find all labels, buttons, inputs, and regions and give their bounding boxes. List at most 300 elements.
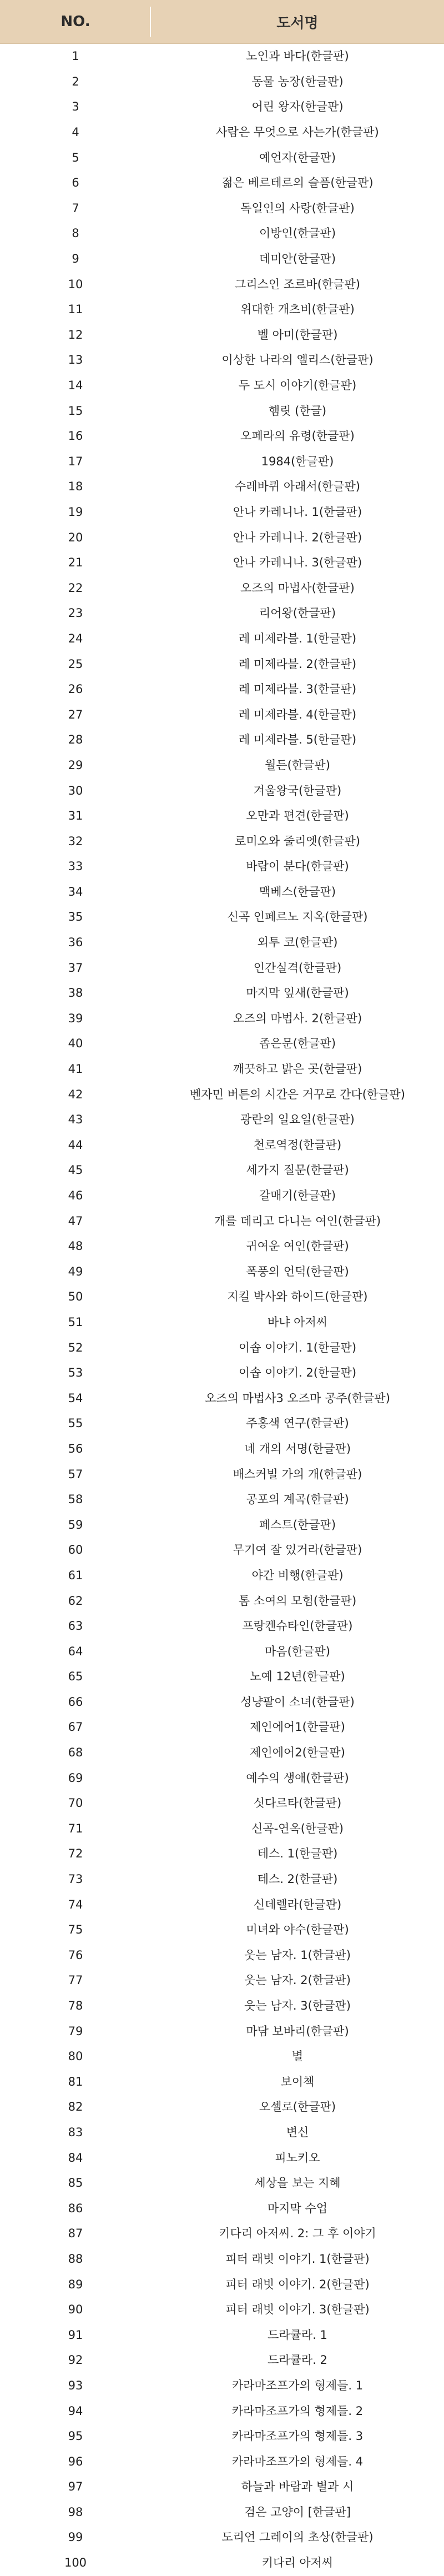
book-title: 지킬 박사와 하이드(한글판) <box>227 1290 368 1304</box>
row-number: 14 <box>68 379 83 393</box>
table-row <box>0 1335 444 1360</box>
book-title: 위대한 개츠비(한글판) <box>240 303 355 317</box>
book-title: 사람은 무엇으로 사는가(한글판) <box>216 125 379 139</box>
table-row <box>0 2297 444 2323</box>
table-row <box>0 196 444 222</box>
row-number: 42 <box>68 1087 83 1101</box>
table-row <box>0 727 444 753</box>
book-title: 어린 왕자(한글판) <box>251 100 344 114</box>
book-title: 이방인(한글판) <box>259 227 336 240</box>
table-row <box>0 120 444 145</box>
row-number: 43 <box>68 1113 83 1127</box>
book-title: 키다리 아저씨. 2: 그 후 이야기 <box>219 2227 376 2241</box>
row-number: 100 <box>64 2556 87 2570</box>
book-title: 마지막 잎새(한글판) <box>246 986 349 1000</box>
book-title: 오셀로(한글판) <box>259 2100 336 2114</box>
row-number: 22 <box>68 581 83 595</box>
book-title: 세가지 질문(한글판) <box>246 1163 349 1177</box>
row-number: 33 <box>68 860 83 873</box>
book-title: 드라큘라. 1 <box>268 2328 327 2342</box>
table-row <box>0 1082 444 1107</box>
table-row <box>0 247 444 272</box>
book-title: 테스. 1(한글판) <box>257 1847 338 1861</box>
row-number: 37 <box>68 961 83 975</box>
book-title: 신곡-연옥(한글판) <box>251 1821 344 1835</box>
table-row <box>0 2348 444 2373</box>
row-number: 44 <box>68 1138 83 1152</box>
book-title: 변신 <box>286 2125 309 2139</box>
table-row <box>0 1614 444 1639</box>
table-row <box>0 373 444 399</box>
table-row <box>0 1107 444 1133</box>
table-row <box>0 1234 444 1259</box>
book-title: 레 미제라블. 2(한글판) <box>238 657 357 671</box>
table-row <box>0 2500 444 2525</box>
book-title: 웃는 남자. 2(한글판) <box>244 1974 351 1987</box>
book-title: 보이첵 <box>280 2075 315 2088</box>
table-row <box>0 2221 444 2247</box>
book-title: 마담 보바리(한글판) <box>246 2024 349 2038</box>
row-number: 93 <box>68 2378 83 2392</box>
table-row <box>0 449 444 475</box>
book-title: 제인에어1(한글판) <box>250 1720 345 1734</box>
column-header-no: NO. <box>0 0 151 43</box>
book-title: 벤자민 버튼의 시간은 거꾸로 간다(한글판) <box>190 1087 405 1101</box>
column-header-title: 도서명 <box>276 14 319 32</box>
table-row <box>0 1664 444 1690</box>
table-row <box>0 1512 444 1538</box>
book-title: 마음(한글판) <box>265 1644 330 1658</box>
table-body <box>0 44 444 2575</box>
table-row <box>0 348 444 373</box>
row-number: 75 <box>68 1923 83 1937</box>
row-number: 15 <box>68 404 83 418</box>
row-number: 61 <box>68 1568 83 1582</box>
row-number: 59 <box>68 1518 83 1531</box>
row-number: 65 <box>68 1670 83 1684</box>
table-row <box>0 905 444 930</box>
row-number: 76 <box>68 1948 83 1962</box>
table-row <box>0 500 444 525</box>
book-title: 귀여운 여인(한글판) <box>246 1239 349 1253</box>
table-row <box>0 828 444 854</box>
book-title: 무기여 잘 있거라(한글판) <box>233 1543 362 1557</box>
table-row <box>0 323 444 348</box>
row-number: 27 <box>68 707 83 721</box>
row-number: 30 <box>68 784 83 797</box>
row-number: 17 <box>68 454 83 468</box>
table-row <box>0 1183 444 1209</box>
table-row <box>0 1385 444 1411</box>
book-title: 카라마조프가의 형제들. 1 <box>231 2378 364 2392</box>
row-number: 24 <box>68 631 83 645</box>
table-row <box>0 44 444 69</box>
book-title: 갈매기(한글판) <box>259 1189 336 1203</box>
book-title: 마지막 수업 <box>267 2201 328 2215</box>
book-title: 수레바퀴 아래서(한글판) <box>235 480 360 494</box>
table-row <box>0 1867 444 1892</box>
book-title: 하늘과 바람과 별과 시 <box>241 2480 354 2494</box>
row-number: 79 <box>68 2024 83 2038</box>
row-number: 16 <box>68 429 83 443</box>
table-row <box>0 272 444 297</box>
book-title: 미녀와 야수(한글판) <box>246 1923 349 1937</box>
book-title: 톰 소여의 모험(한글판) <box>238 1594 357 1608</box>
table-row <box>0 94 444 120</box>
book-title: 바냐 아저씨 <box>267 1315 328 1329</box>
table-row <box>0 1765 444 1791</box>
table-row <box>0 2474 444 2500</box>
table-row <box>0 880 444 905</box>
table-row <box>0 297 444 323</box>
row-number: 80 <box>68 2050 83 2063</box>
row-number: 64 <box>68 1644 83 1658</box>
row-number: 66 <box>68 1695 83 1709</box>
table-row <box>0 575 444 601</box>
book-title: 레 미제라블. 1(한글판) <box>238 631 357 645</box>
table-row <box>0 1411 444 1437</box>
book-title: 겨울왕국(한글판) <box>253 784 342 797</box>
book-title: 카라마조프가의 형제들. 2 <box>231 2404 364 2418</box>
row-number: 6 <box>72 176 79 190</box>
table-row <box>0 778 444 804</box>
table-row <box>0 930 444 956</box>
row-number: 47 <box>68 1214 83 1228</box>
row-number: 81 <box>68 2075 83 2088</box>
table-row <box>0 1259 444 1285</box>
row-number: 90 <box>68 2303 83 2317</box>
table-row <box>0 2398 444 2424</box>
table-row <box>0 1006 444 1032</box>
table-row <box>0 2272 444 2297</box>
table-row <box>0 2373 444 2399</box>
row-number: 71 <box>68 1821 83 1835</box>
table-row <box>0 677 444 702</box>
row-number: 53 <box>68 1366 83 1380</box>
row-number: 28 <box>68 733 83 747</box>
table-row <box>0 1791 444 1816</box>
table-row <box>0 2196 444 2221</box>
table-row <box>0 1284 444 1310</box>
row-number: 36 <box>68 936 83 950</box>
book-title: 피터 래빗 이야기. 2(한글판) <box>225 2277 370 2291</box>
row-number: 96 <box>68 2454 83 2468</box>
table-row <box>0 1031 444 1057</box>
table-row <box>0 1538 444 1563</box>
book-title: 드라큘라. 2 <box>268 2353 327 2367</box>
table-row <box>0 1993 444 2019</box>
table-row <box>0 1841 444 1867</box>
table-row <box>0 2145 444 2171</box>
table-row <box>0 955 444 981</box>
row-number: 73 <box>68 1872 83 1886</box>
book-title: 도리언 그레이의 초상(한글판) <box>221 2530 374 2544</box>
table-row <box>0 1360 444 1386</box>
row-number: 48 <box>68 1239 83 1253</box>
row-number: 72 <box>68 1847 83 1861</box>
table-row <box>0 424 444 449</box>
book-title: 리어왕(한글판) <box>259 606 336 620</box>
book-title: 이상한 나라의 엘리스(한글판) <box>221 353 374 367</box>
row-number: 86 <box>68 2201 83 2215</box>
row-number: 10 <box>68 277 83 291</box>
book-title: 카라마조프가의 형제들. 4 <box>231 2454 364 2468</box>
row-number: 99 <box>68 2530 83 2544</box>
book-title: 천로역정(한글판) <box>253 1138 342 1152</box>
row-number: 69 <box>68 1771 83 1785</box>
row-number: 3 <box>72 100 79 114</box>
row-number: 20 <box>68 530 83 544</box>
row-number: 88 <box>68 2252 83 2266</box>
book-title: 배스커빌 가의 개(한글판) <box>233 1467 362 1481</box>
row-number: 34 <box>68 885 83 898</box>
book-title: 피터 래빗 이야기. 1(한글판) <box>225 2252 370 2266</box>
row-number: 23 <box>68 606 83 620</box>
row-number: 77 <box>68 1974 83 1987</box>
row-number: 56 <box>68 1442 83 1455</box>
row-number: 49 <box>68 1264 83 1278</box>
book-title: 오만과 편견(한글판) <box>246 809 349 823</box>
row-number: 35 <box>68 910 83 924</box>
book-title: 맥베스(한글판) <box>259 885 336 898</box>
book-title: 성냥팔이 소녀(한글판) <box>240 1695 355 1709</box>
book-title: 안나 카레니나. 2(한글판) <box>233 530 362 544</box>
row-number: 41 <box>68 1062 83 1076</box>
table-row <box>0 1588 444 1614</box>
row-number: 98 <box>68 2505 83 2519</box>
book-title: 레 미제라블. 4(한글판) <box>238 707 357 721</box>
book-title: 신곡 인페르노 지옥(한글판) <box>227 910 368 924</box>
row-number: 1 <box>72 49 79 63</box>
row-number: 84 <box>68 2151 83 2165</box>
table-row <box>0 804 444 829</box>
row-number: 52 <box>68 1340 83 1354</box>
book-title: 안나 카레니나. 3(한글판) <box>233 556 362 570</box>
book-title: 햄릿 (한글) <box>268 404 327 418</box>
book-title: 이솝 이야기. 2(한글판) <box>238 1366 357 1380</box>
table-row <box>0 69 444 95</box>
row-number: 95 <box>68 2429 83 2443</box>
row-number: 54 <box>68 1391 83 1405</box>
row-number: 18 <box>68 480 83 494</box>
row-number: 25 <box>68 657 83 671</box>
row-number: 63 <box>68 1619 83 1633</box>
book-title: 인간실격(한글판) <box>253 961 342 975</box>
book-title: 이솝 이야기. 1(한글판) <box>238 1340 357 1354</box>
row-number: 29 <box>68 758 83 772</box>
table-row <box>0 981 444 1006</box>
book-title: 월든(한글판) <box>265 758 330 772</box>
row-number: 45 <box>68 1163 83 1177</box>
row-number: 4 <box>72 125 79 139</box>
table-row <box>0 2095 444 2120</box>
row-number: 58 <box>68 1493 83 1507</box>
book-title: 별 <box>291 2050 304 2063</box>
table-row <box>0 2322 444 2348</box>
book-title: 바람이 분다(한글판) <box>246 860 349 873</box>
row-number: 57 <box>68 1467 83 1481</box>
book-title: 웃는 남자. 3(한글판) <box>244 1999 351 2013</box>
book-title: 동물 농장(한글판) <box>251 74 344 88</box>
book-title: 노인과 바다(한글판) <box>246 49 349 63</box>
row-number: 7 <box>72 201 79 215</box>
book-title: 예언자(한글판) <box>259 150 336 164</box>
row-number: 92 <box>68 2353 83 2367</box>
book-title: 데미안(한글판) <box>259 252 336 266</box>
row-number: 31 <box>68 809 83 823</box>
book-title: 오즈의 마법사3 오즈마 공주(한글판) <box>205 1391 390 1405</box>
book-title: 로미오와 줄리엣(한글판) <box>235 834 360 848</box>
row-number: 74 <box>68 1897 83 1911</box>
book-title: 싯다르타(한글판) <box>253 1796 342 1810</box>
table-row <box>0 2171 444 2196</box>
row-number: 55 <box>68 1417 83 1430</box>
table-row <box>0 854 444 880</box>
book-title: 레 미제라블. 5(한글판) <box>238 733 357 747</box>
row-number: 21 <box>68 556 83 570</box>
table-row <box>0 1437 444 1462</box>
row-number: 40 <box>68 1037 83 1051</box>
row-number: 67 <box>68 1720 83 1734</box>
book-title: 외투 코(한글판) <box>257 936 338 950</box>
row-number: 8 <box>72 227 79 240</box>
table-row <box>0 626 444 652</box>
book-title: 검은 고양이 [한글판] <box>244 2505 351 2519</box>
table-row <box>0 1563 444 1589</box>
table-row <box>0 474 444 500</box>
book-title: 주홍색 연구(한글판) <box>246 1417 349 1430</box>
row-number: 11 <box>68 303 83 317</box>
book-title: 좁은문(한글판) <box>259 1037 336 1051</box>
book-title: 광란의 일요일(한글판) <box>240 1113 355 1127</box>
book-title: 그리스인 조르바(한글판) <box>235 277 360 291</box>
book-title: 피터 래빗 이야기. 3(한글판) <box>225 2303 370 2317</box>
book-title: 벨 아미(한글판) <box>257 328 338 342</box>
table-row <box>0 2525 444 2550</box>
book-title: 젊은 베르테르의 슬픔(한글판) <box>221 176 374 190</box>
table-row <box>0 2018 444 2044</box>
book-title: 오페라의 유령(한글판) <box>240 429 355 443</box>
table-row <box>0 1715 444 1740</box>
row-number: 83 <box>68 2125 83 2139</box>
table-row <box>0 1892 444 1917</box>
row-number: 91 <box>68 2328 83 2342</box>
table-row <box>0 1310 444 1335</box>
book-title: 카라마조프가의 형제들. 3 <box>231 2429 364 2443</box>
book-title: 두 도시 이야기(한글판) <box>238 379 357 393</box>
table-row <box>0 651 444 677</box>
table-row <box>0 1943 444 1969</box>
book-title: 오즈의 마법사(한글판) <box>240 581 355 595</box>
table-row <box>0 1968 444 1993</box>
book-title: 레 미제라블. 3(한글판) <box>238 682 357 696</box>
book-title: 피노키오 <box>275 2151 320 2165</box>
book-title: 제인에어2(한글판) <box>250 1746 345 1760</box>
row-number: 78 <box>68 1999 83 2013</box>
book-title: 깨끗하고 밝은 곳(한글판) <box>233 1062 362 1076</box>
row-number: 32 <box>68 834 83 848</box>
table-row <box>0 1690 444 1715</box>
row-number: 60 <box>68 1543 83 1557</box>
book-title: 페스트(한글판) <box>259 1518 336 1531</box>
table-row <box>0 2247 444 2272</box>
row-number: 12 <box>68 328 83 342</box>
table-row <box>0 2120 444 2146</box>
table-row <box>0 550 444 576</box>
row-number: 13 <box>68 353 83 367</box>
row-number: 38 <box>68 986 83 1000</box>
table-row <box>0 601 444 626</box>
table-row <box>0 1462 444 1487</box>
table-row <box>0 1208 444 1234</box>
book-title: 테스. 2(한글판) <box>257 1872 338 1886</box>
table-row <box>0 1133 444 1158</box>
table-row <box>0 2044 444 2070</box>
table-row <box>0 398 444 424</box>
book-title: 1984(한글판) <box>261 454 334 468</box>
table-row <box>0 702 444 727</box>
book-title: 개를 데리고 다니는 여인(한글판) <box>214 1214 381 1228</box>
book-title: 세상을 보는 지혜 <box>254 2176 341 2190</box>
book-title: 폭풍의 언덕(한글판) <box>246 1264 349 1278</box>
book-title: 프랑켄슈타인(한글판) <box>242 1619 353 1633</box>
row-number: 94 <box>68 2404 83 2418</box>
book-title: 오즈의 마법사. 2(한글판) <box>233 1011 362 1025</box>
table-row <box>0 1158 444 1183</box>
table-row <box>0 1487 444 1513</box>
row-number: 70 <box>68 1796 83 1810</box>
row-number: 68 <box>68 1746 83 1760</box>
table-row <box>0 2449 444 2474</box>
row-number: 26 <box>68 682 83 696</box>
table-row <box>0 1057 444 1082</box>
row-number: 87 <box>68 2227 83 2241</box>
row-number: 82 <box>68 2100 83 2114</box>
table-row <box>0 2550 444 2576</box>
table-row <box>0 2424 444 2449</box>
book-title: 독일인의 사랑(한글판) <box>240 201 355 215</box>
table-header <box>0 0 444 44</box>
row-number: 89 <box>68 2277 83 2291</box>
table-row <box>0 221 444 247</box>
table-row <box>0 1740 444 1766</box>
book-title: 공포의 계곡(한글판) <box>246 1493 349 1507</box>
table-row <box>0 753 444 779</box>
table-row <box>0 1639 444 1664</box>
book-title: 네 개의 서명(한글판) <box>244 1442 351 1455</box>
table-row <box>0 525 444 550</box>
table-row <box>0 1816 444 1842</box>
book-title: 노예 12년(한글판) <box>250 1670 345 1684</box>
row-number: 19 <box>68 505 83 519</box>
table-row <box>0 2070 444 2095</box>
row-number: 5 <box>72 150 79 164</box>
row-number: 39 <box>68 1011 83 1025</box>
row-number: 2 <box>72 74 79 88</box>
book-title: 야간 비행(한글판) <box>251 1568 344 1582</box>
row-number: 9 <box>72 252 79 266</box>
book-title: 웃는 남자. 1(한글판) <box>244 1948 351 1962</box>
book-title: 예수의 생애(한글판) <box>246 1771 349 1785</box>
row-number: 51 <box>68 1315 83 1329</box>
table-row <box>0 170 444 196</box>
book-title: 신데렐라(한글판) <box>253 1897 342 1911</box>
row-number: 62 <box>68 1594 83 1608</box>
row-number: 50 <box>68 1290 83 1304</box>
table-row <box>0 1917 444 1943</box>
book-title: 안나 카레니나. 1(한글판) <box>233 505 362 519</box>
row-number: 97 <box>68 2480 83 2494</box>
